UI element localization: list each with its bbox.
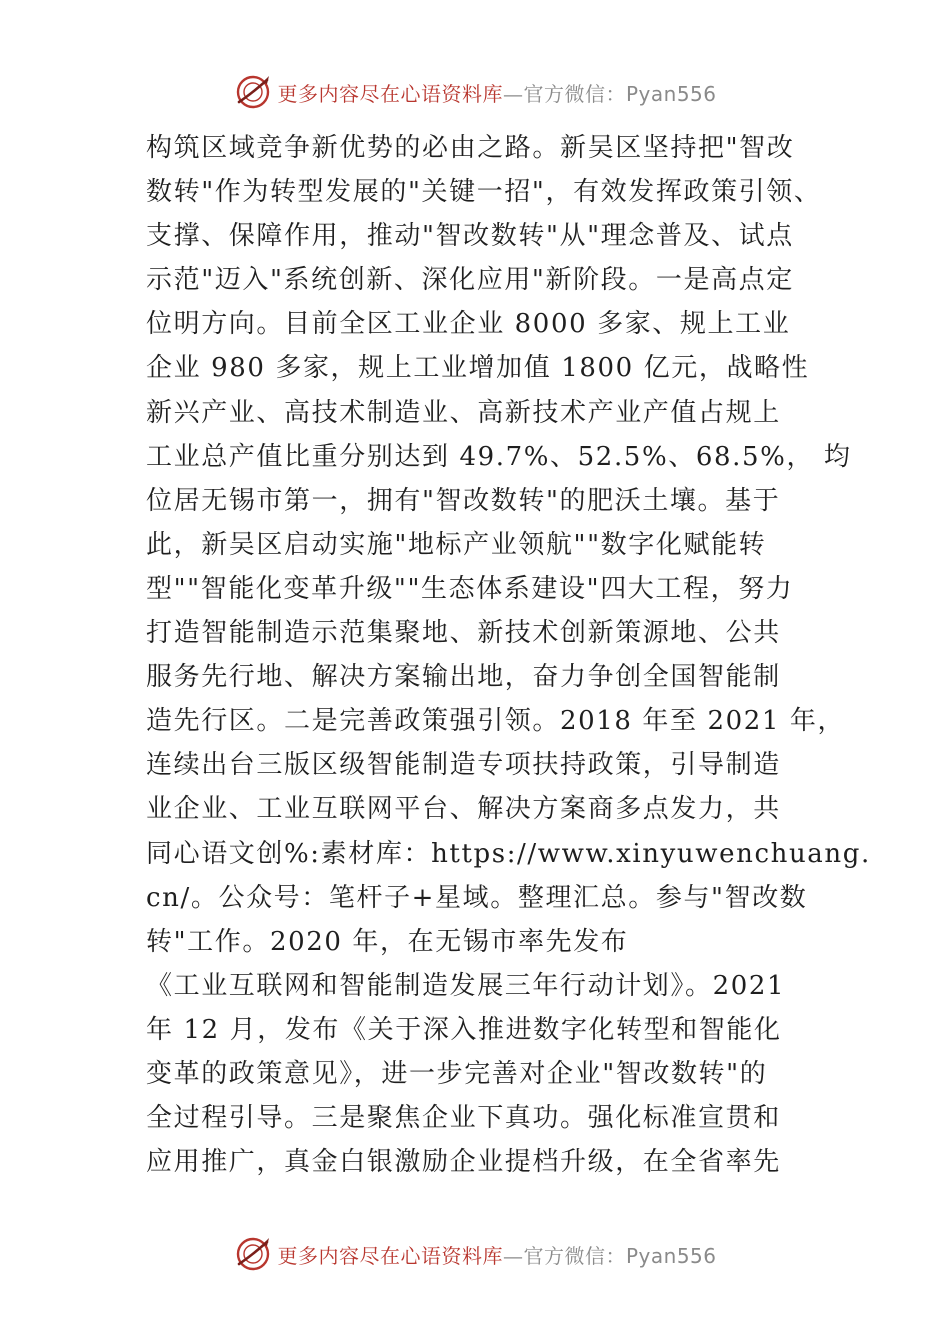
header-site-text: 更多内容尽在心语资料库 bbox=[277, 81, 503, 106]
footer-site-text: 更多内容尽在心语资料库 bbox=[277, 1243, 503, 1268]
header-banner bbox=[0, 70, 950, 114]
text-line: 此，新吴区启动实施"地标产业领航""数字化赋能转 bbox=[146, 529, 767, 560]
text-line: 造先行区。二是完善政策强引领。2018 年至 2021 年， bbox=[146, 706, 846, 737]
header-text bbox=[277, 78, 716, 107]
text-line: 构筑区域竞争新优势的必由之路。新吴区坚持把"智改 bbox=[146, 133, 795, 163]
text-line: 年 12 月，发布《关于深入推进数字化转型和智能化 bbox=[146, 1014, 782, 1045]
text-line: 服务先行地、解决方案输出地，奋力争创全国智能制 bbox=[146, 662, 781, 693]
text-line: 工业总产值比重分别达到 49.7%、52.5%、68.5%， 均 bbox=[146, 441, 852, 472]
text-line: 示范"迈入"系统创新、深化应用"新阶段。一是高点定 bbox=[146, 265, 794, 296]
text-line: 全过程引导。三是聚焦企业下真功。强化标准宣贯和 bbox=[146, 1103, 781, 1134]
text-line: 应用推广，真金白银激励企业提档升级，在全省率先 bbox=[146, 1147, 781, 1178]
text-line: 企业 980 多家，规上工业增加值 1800 亿元，战略性 bbox=[146, 353, 810, 384]
text-line: 新兴产业、高技术制造业、高新技术产业产值占规上 bbox=[146, 397, 781, 428]
text-line: 同心语文创%:素材库：https://www.xinyuwenchuang. bbox=[146, 838, 871, 869]
header-wechat-id: Pyan556 bbox=[625, 81, 717, 106]
text-line: 转"工作。2020 年，在无锡市率先发布 bbox=[146, 926, 629, 957]
logo-icon bbox=[233, 72, 273, 112]
document-body bbox=[146, 126, 871, 1184]
footer-banner bbox=[0, 1232, 950, 1276]
text-line: 位明方向。目前全区工业企业 8000 多家、规上工业 bbox=[146, 309, 791, 340]
text-line: 数转"作为转型发展的"关键一招"，有效发挥政策引领、 bbox=[146, 177, 822, 208]
header-separator: — bbox=[502, 81, 524, 106]
footer-text bbox=[277, 1240, 716, 1269]
header-wechat-label: 官方微信： bbox=[523, 81, 626, 106]
footer-wechat-label: 官方微信： bbox=[523, 1243, 626, 1268]
text-line: 连续出台三版区级智能制造专项扶持政策，引导制造 bbox=[146, 750, 781, 781]
text-line: cn/。公众号：笔杆子+星域。整理汇总。参与"智改数 bbox=[146, 882, 808, 913]
text-line: 打造智能制造示范集聚地、新技术创新策源地、公共 bbox=[146, 618, 781, 649]
text-line: 位居无锡市第一，拥有"智改数转"的肥沃土壤。基于 bbox=[146, 485, 781, 516]
logo-icon bbox=[233, 1234, 273, 1274]
text-line: 《工业互联网和智能制造发展三年行动计划》。2021 bbox=[146, 970, 786, 1001]
text-line: 业企业、工业互联网平台、解决方案商多点发力，共 bbox=[146, 794, 781, 825]
text-line: 支撑、保障作用，推动"智改数转"从"理念普及、试点 bbox=[146, 221, 794, 252]
footer-separator: — bbox=[502, 1243, 524, 1268]
text-line: 变革的政策意见》，进一步完善对企业"智改数转"的 bbox=[146, 1058, 768, 1089]
text-line: 型""智能化变革升级""生态体系建设"四大工程，努力 bbox=[146, 573, 794, 604]
footer-wechat-id: Pyan556 bbox=[625, 1243, 717, 1268]
